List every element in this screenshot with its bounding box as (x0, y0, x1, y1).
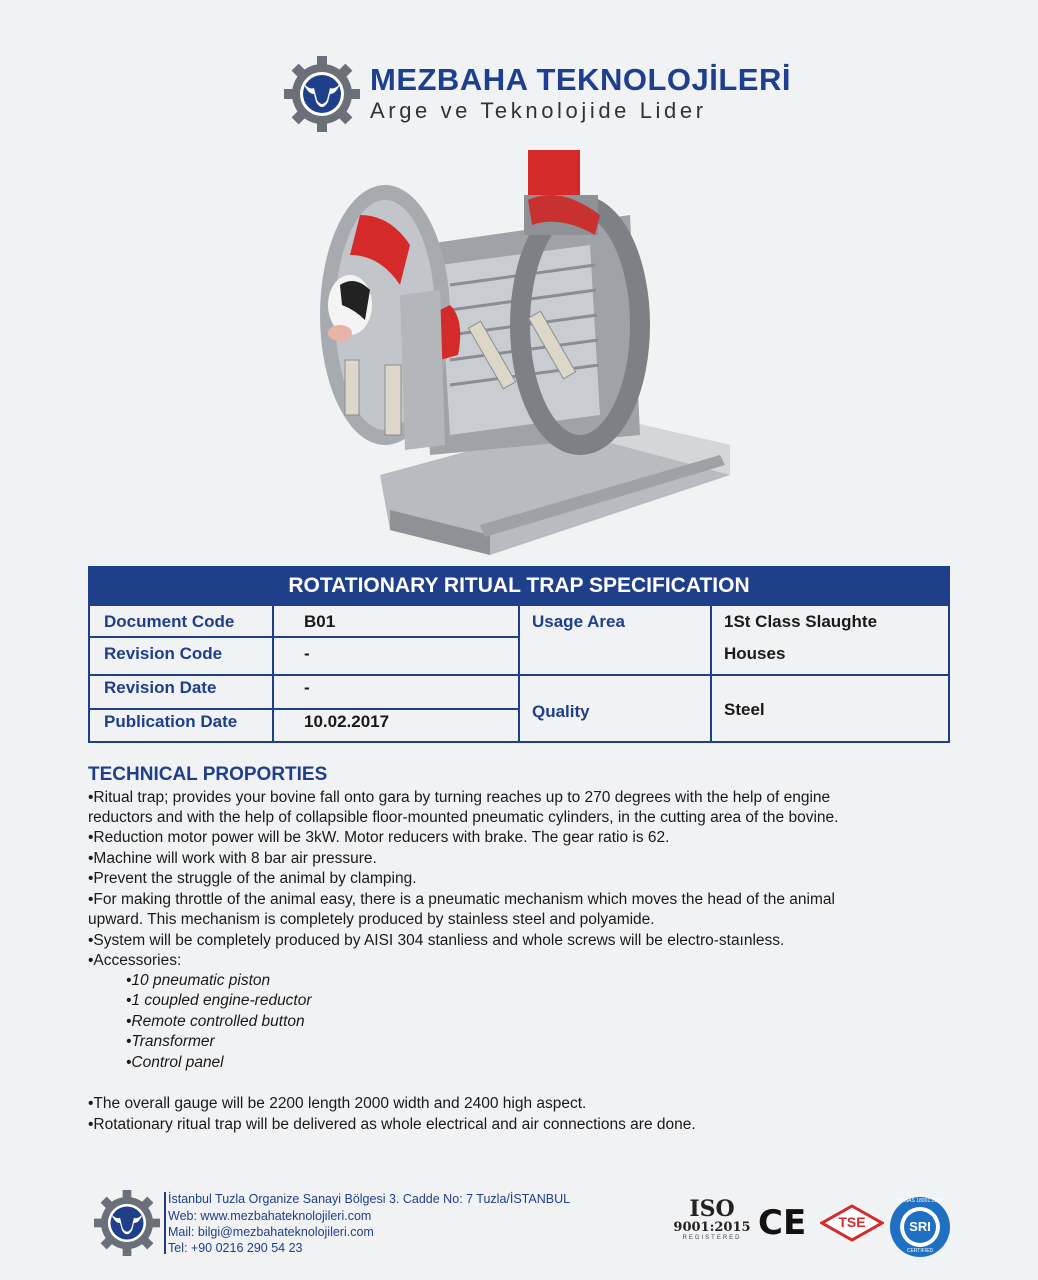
ritual-trap-machine-image (300, 145, 750, 560)
tech-line: •Machine will work with 8 bar air pressure. (88, 850, 377, 867)
brand-header (284, 56, 791, 136)
publication-date-value: 10.02.2017 (304, 712, 390, 731)
accessory-item: •1 coupled engine-reductor (126, 992, 312, 1009)
footer-mail-link[interactable]: Mail: bilgi@mezbahateknolojileri.com (168, 1225, 374, 1239)
tse-logo (820, 1204, 884, 1242)
footer-logo-icon (94, 1190, 160, 1256)
tech-closing-line: •The overall gauge will be 2200 length 2000 width and 2400 high aspect. (88, 1095, 587, 1112)
sri-certified-logo (888, 1195, 952, 1259)
footer-divider (164, 1192, 166, 1254)
document-code-label: Document Code (104, 612, 235, 631)
tech-closing-line: •Rotationary ritual trap will be delivered as whole electrical and air connections are done. (88, 1116, 696, 1133)
tech-line: •Reduction motor power will be 3kW. Motor reducers with brake. The gear ratio is 62. (88, 829, 670, 846)
footer-phone: Tel: +90 0216 290 54 23 (168, 1241, 303, 1255)
iso-registered-text: REGISTERED (682, 1235, 742, 1241)
footer-address: İstanbul Tuzla Organize Sanayi Bölgesi 3. Cadde No: 7 Tuzla/İSTANBUL (168, 1192, 571, 1206)
footer-web-link[interactable]: Web: www.mezbahateknolojileri.com (168, 1209, 372, 1223)
tech-line: •Ritual trap; provides your bovine fall onto gara by turning reaches up to 270 degrees with the help of engine (88, 789, 831, 806)
spec-cell-border (274, 638, 520, 676)
tech-line: •Prevent the struggle of the animal by clamping. (88, 870, 417, 887)
iso-number-text: 9001:2015 (673, 1220, 751, 1235)
quality-label: Quality (532, 702, 590, 721)
iso-top-text: ISO (689, 1196, 735, 1222)
ce-mark-logo: CE (758, 1203, 807, 1243)
document-code-value: B01 (304, 612, 336, 631)
spec-title: ROTATIONARY RITUAL TRAP SPECIFICATION (88, 566, 950, 604)
tech-line: reductors and with the help of collapsible floor-mounted pneumatic cylinders, in the cutting area of the bovine. (88, 809, 839, 826)
specification-table (88, 566, 950, 743)
tech-line: •Accessories: (88, 952, 182, 969)
accessory-item: •10 pneumatic piston (126, 972, 271, 989)
revision-code-label: Revision Code (104, 644, 223, 663)
accessory-item: •Transformer (126, 1033, 215, 1050)
iso-certification-logo (670, 1198, 754, 1250)
accessory-item: •Control panel (126, 1054, 224, 1071)
company-logo-icon (284, 56, 360, 132)
tech-line: •System will be completely produced by AISI 304 stanliess and whole screws will be electro-staınless. (88, 932, 785, 949)
revision-date-value: - (304, 678, 310, 697)
tech-line: •For making throttle of the animal easy, there is a pneumatic mechanism which moves the head of the animal (88, 891, 835, 908)
brand-subtitle: Arge ve Teknolojide Lider (370, 98, 707, 123)
sri-ring-bottom-text: CERTIFIED (906, 1248, 934, 1254)
revision-code-value: - (304, 644, 310, 663)
sri-text: SRI (909, 1219, 931, 1234)
quality-value: Steel (724, 700, 765, 719)
usage-area-value-line1: 1St Class Slaughte (724, 612, 878, 631)
usage-area-value-line2: Houses (724, 644, 786, 663)
usage-area-label: Usage Area (532, 612, 625, 631)
accessory-item: •Remote controlled button (126, 1013, 305, 1030)
brand-title: MEZBAHA TEKNOLOJİLERİ (370, 62, 791, 97)
technical-heading: TECHNICAL PROPORTIES (88, 764, 328, 785)
publication-date-label: Publication Date (104, 712, 238, 731)
revision-date-label: Revision Date (104, 678, 217, 697)
tse-text: TSE (838, 1214, 866, 1230)
tech-line: upward. This mechanism is completely produced by stainless steel and polyamide. (88, 911, 655, 928)
spec-cell-border (274, 676, 520, 710)
sri-ring-top-text: OHSAS 18001:2007 (897, 1198, 943, 1204)
